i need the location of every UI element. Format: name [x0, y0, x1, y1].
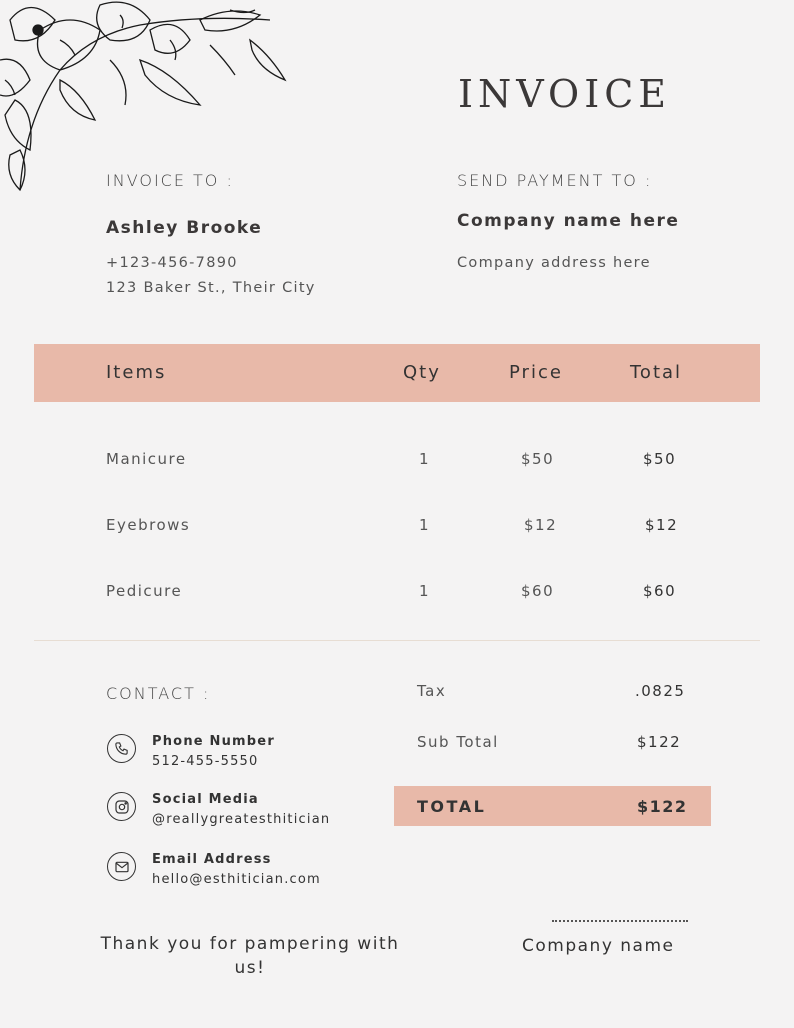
- thank-you-message: Thank you for pampering with us!: [100, 934, 400, 978]
- tax-value: .0825: [635, 682, 686, 700]
- company-signature: Company name: [522, 936, 675, 956]
- header-price: Price: [509, 362, 563, 383]
- tax-label: Tax: [417, 682, 447, 700]
- floral-decoration: [0, 0, 300, 195]
- total-value: $122: [637, 797, 688, 816]
- row-total: $50: [643, 450, 677, 468]
- contact-item-value: 512-455-5550: [152, 754, 259, 769]
- header-items: Items: [106, 362, 167, 383]
- contact-item-label: Email Address: [152, 852, 272, 867]
- send-payment-label: SEND PAYMENT TO :: [457, 171, 653, 190]
- contact-label: CONTACT :: [106, 684, 211, 703]
- header-total: Total: [630, 362, 683, 383]
- contact-item-value: hello@esthitician.com: [152, 872, 321, 887]
- email-icon: [107, 852, 136, 881]
- subtotal-label: Sub Total: [417, 733, 499, 751]
- row-total: $60: [643, 582, 677, 600]
- invoice-title: INVOICE: [458, 72, 672, 116]
- client-phone: +123-456-7890: [106, 255, 238, 271]
- row-price: $50: [521, 450, 555, 468]
- header-qty: Qty: [403, 362, 441, 383]
- row-qty: 1: [419, 516, 431, 534]
- payee-address: Company address here: [457, 255, 651, 271]
- invoice-to-label: INVOICE TO :: [106, 171, 234, 190]
- phone-icon: [107, 734, 136, 763]
- client-address: 123 Baker St., Their City: [106, 280, 316, 296]
- row-qty: 1: [419, 582, 431, 600]
- signature-line: [552, 920, 688, 922]
- contact-item-label: Phone Number: [152, 734, 275, 749]
- subtotal-value: $122: [637, 733, 682, 751]
- contact-item-value: @reallygreatesthitician: [152, 812, 331, 827]
- row-price: $12: [524, 516, 558, 534]
- row-item: Pedicure: [106, 582, 183, 600]
- client-name: Ashley Brooke: [106, 218, 263, 238]
- divider: [34, 640, 760, 641]
- row-item: Manicure: [106, 450, 187, 468]
- instagram-icon: [107, 792, 136, 821]
- row-item: Eyebrows: [106, 516, 191, 534]
- row-qty: 1: [419, 450, 431, 468]
- payee-company: Company name here: [457, 211, 680, 231]
- total-label: TOTAL: [417, 797, 487, 816]
- contact-item-label: Social Media: [152, 792, 259, 807]
- row-total: $12: [645, 516, 679, 534]
- row-price: $60: [521, 582, 555, 600]
